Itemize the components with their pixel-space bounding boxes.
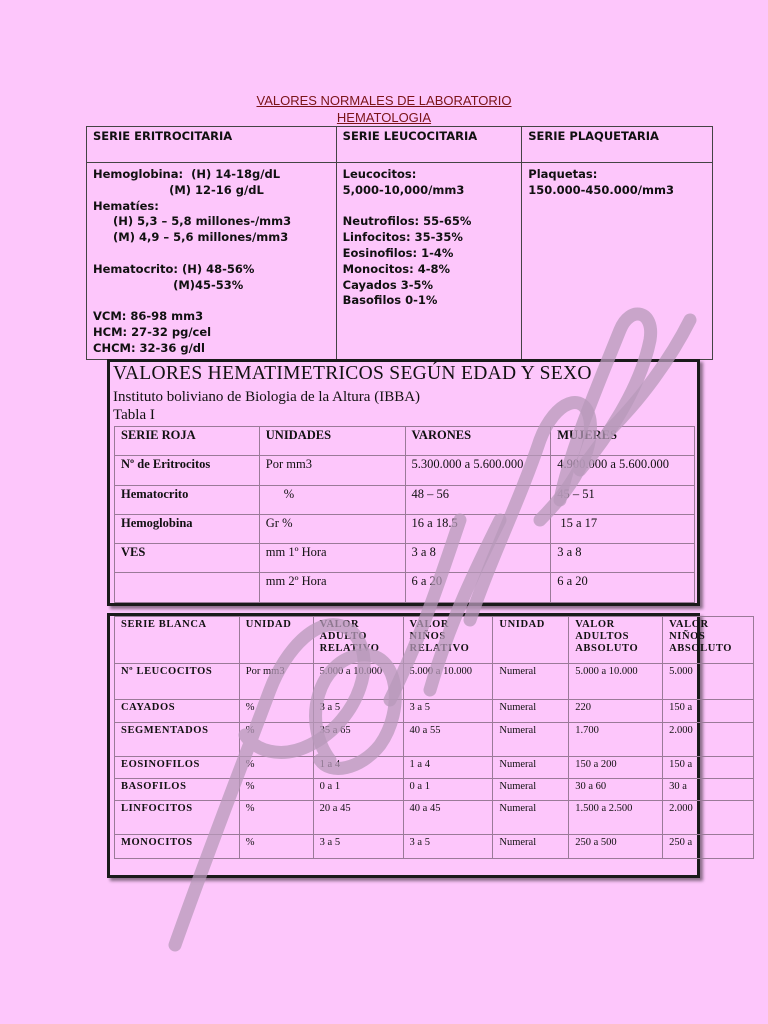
table-cell: 1 a 4	[313, 757, 403, 779]
table-cell: 6 a 20	[405, 573, 551, 603]
table-cell: 1 a 4	[403, 757, 493, 779]
table-cell: %	[239, 835, 313, 859]
table-row	[115, 835, 754, 859]
table-cell: 0 a 1	[313, 779, 403, 801]
table-cell: Numeral	[493, 757, 569, 779]
table-cell: 150 a	[663, 757, 754, 779]
table-cell: 5.000 a 10.000	[313, 664, 403, 700]
table-cell: Hematocrito	[115, 486, 260, 515]
table-row	[115, 486, 695, 515]
table-header-cell: VALOR NIÑOS RELATIVO	[403, 617, 493, 664]
table-cell: Gr %	[259, 515, 405, 544]
table-cell: Numeral	[493, 723, 569, 757]
table-row	[115, 664, 754, 700]
table-header-cell: UNIDAD	[239, 617, 313, 664]
table-row	[115, 515, 695, 544]
table-caption: Tabla I	[113, 407, 155, 423]
serie-blanca-panel	[107, 613, 733, 878]
table-cell: 0 a 1	[403, 779, 493, 801]
table-cell: 5.000 a 10.000	[403, 664, 493, 700]
table-cell: 3 a 5	[313, 835, 403, 859]
table-row	[115, 573, 695, 603]
table-header-cell: VALOR ADULTOS ABSOLUTO	[569, 617, 663, 664]
table-cell: 3 a 5	[313, 700, 403, 723]
table-cell: 3 a 5	[403, 700, 493, 723]
table-cell: 150 a	[663, 700, 754, 723]
table-cell: %	[239, 757, 313, 779]
plaquetaria-values: Plaquetas: 150.000-450.000/mm3	[522, 163, 713, 360]
table-cell: Por mm3	[239, 664, 313, 700]
leucocitaria-values: Leucocitos: 5,000-10,000/mm3 Neutrofilos: 55-65% Linfocitos: 35-35% Eosinofilos: 1-4% Monocitos: 4-8% Cayados 3-5% Basofilos 0-1%	[336, 163, 522, 360]
header-serie-plaquetaria: SERIE PLAQUETARIA	[522, 127, 713, 163]
table-cell: 4.900.000 a 5.600.000	[551, 456, 695, 486]
table-cell: %	[239, 801, 313, 835]
table-cell: 16 a 18.5	[405, 515, 551, 544]
table-row	[115, 779, 754, 801]
table-cell: 40 a 55	[403, 723, 493, 757]
table-row	[115, 456, 695, 486]
table-cell: Nº LEUCOCITOS	[115, 664, 240, 700]
table-cell: 3 a 8	[551, 544, 695, 573]
table-cell: BASOFILOS	[115, 779, 240, 801]
table-cell: mm 1º Hora	[259, 544, 405, 573]
table-cell: CAYADOS	[115, 700, 240, 723]
table-row	[115, 723, 754, 757]
table-cell: 3 a 8	[405, 544, 551, 573]
table-cell: LINFOCITOS	[115, 801, 240, 835]
table-cell: MONOCITOS	[115, 835, 240, 859]
table-cell: Numeral	[493, 779, 569, 801]
table-cell: 35 a 65	[313, 723, 403, 757]
serie-roja-table	[114, 426, 695, 603]
table-header-cell: VALOR ADULTO RELATIVO	[313, 617, 403, 664]
table-cell: 48 – 56	[405, 486, 551, 515]
table-cell: 220	[569, 700, 663, 723]
table-header-cell: SERIE ROJA	[115, 427, 260, 456]
table-cell: 1.500 a 2.500	[569, 801, 663, 835]
table-header-cell: VARONES	[405, 427, 551, 456]
table-cell: 5.000	[663, 664, 754, 700]
table-cell: %	[239, 779, 313, 801]
table-cell: 20 a 45	[313, 801, 403, 835]
table-cell: 30 a 60	[569, 779, 663, 801]
table-cell: Nº de Eritrocitos	[115, 456, 260, 486]
table-cell: 1.700	[569, 723, 663, 757]
table-cell: VES	[115, 544, 260, 573]
serie-blanca-table	[114, 616, 754, 859]
table-cell: 5.300.000 a 5.600.000	[405, 456, 551, 486]
table-header-cell: MUJERES	[551, 427, 695, 456]
panel-title: VALORES HEMATIMETRICOS SEGÚN EDAD Y SEXO	[113, 363, 592, 384]
document-title: VALORES NORMALES DE LABORATORIO	[256, 93, 512, 108]
table-cell: 150 a 200	[569, 757, 663, 779]
table-header-cell: UNIDAD	[493, 617, 569, 664]
table-cell: 15 a 17	[551, 515, 695, 544]
document-subtitle: HEMATOLOGIA	[336, 110, 432, 125]
table-cell: mm 2º Hora	[259, 573, 405, 603]
header-serie-leucocitaria: SERIE LEUCOCITARIA	[336, 127, 522, 163]
table-cell: 30 a	[663, 779, 754, 801]
table-cell: 5.000 a 10.000	[569, 664, 663, 700]
table-cell	[115, 573, 260, 603]
table-cell: 2.000	[663, 723, 754, 757]
table-cell: SEGMENTADOS	[115, 723, 240, 757]
table-cell: Numeral	[493, 664, 569, 700]
table-cell: 40 a 45	[403, 801, 493, 835]
table-cell: %	[259, 486, 405, 515]
table-cell: 2.000	[663, 801, 754, 835]
eritrocitaria-values: Hemoglobina: (H) 14-18g/dL (M) 12-16 g/dL Hematíes: (H) 5,3 – 5,8 millones-/mm3 (M) 4,9 – 5,6 millones/mm3 Hematocrito: (H) 48-56% (M)45-53% VCM: 86-98 mm3 HCM: 27-32 pg/cel CHCM: 32-36 g/dl	[87, 163, 337, 360]
table-row	[115, 757, 754, 779]
table-cell: 6 a 20	[551, 573, 695, 603]
table-cell: Hemoglobina	[115, 515, 260, 544]
table-row	[115, 801, 754, 835]
table-header-cell: SERIE BLANCA	[115, 617, 240, 664]
table-cell: Numeral	[493, 801, 569, 835]
table-cell: 250 a	[663, 835, 754, 859]
table-cell: %	[239, 723, 313, 757]
normal-values-table	[86, 126, 713, 360]
hematimetric-values-panel	[107, 359, 700, 606]
table-cell: Numeral	[493, 700, 569, 723]
table-row	[115, 700, 754, 723]
table-cell: Por mm3	[259, 456, 405, 486]
table-row	[115, 544, 695, 573]
table-cell: EOSINOFILOS	[115, 757, 240, 779]
table-cell: %	[239, 700, 313, 723]
institute-name: Instituto boliviano de Biologia de la Altura (IBBA)	[113, 389, 421, 405]
table-cell: 45 – 51	[551, 486, 695, 515]
table-cell: 3 a 5	[403, 835, 493, 859]
header-serie-eritrocitaria: SERIE ERITROCITARIA	[87, 127, 337, 163]
table-cell: 250 a 500	[569, 835, 663, 859]
table-header-cell: UNIDADES	[259, 427, 405, 456]
table-header-cell: VALOR NIÑOS ABSOLUTO	[663, 617, 754, 664]
table-cell: Numeral	[493, 835, 569, 859]
